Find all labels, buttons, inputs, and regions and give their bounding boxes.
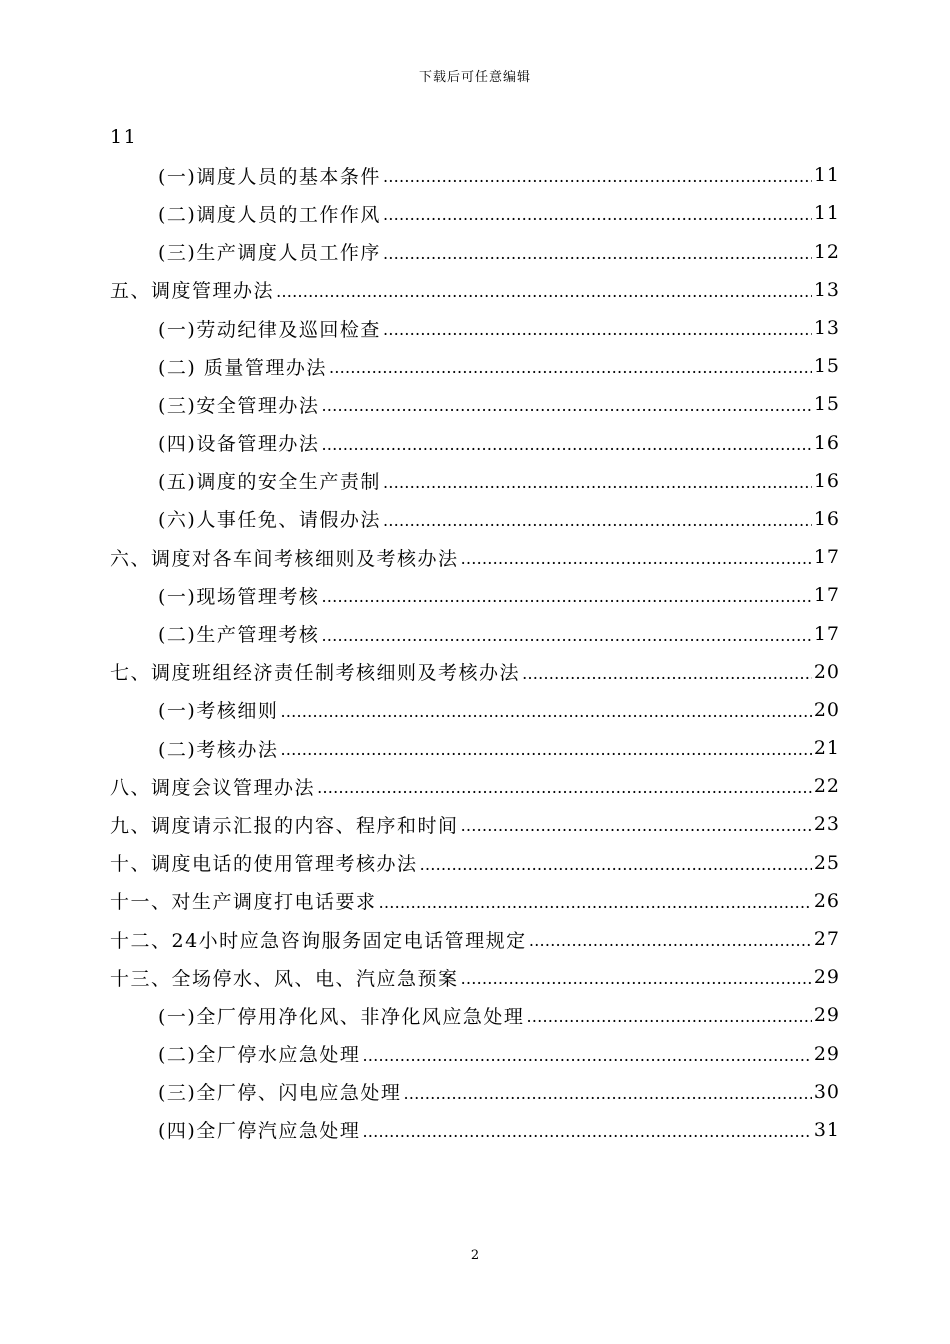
toc-entry[interactable]: [110, 805, 840, 843]
toc-entry-page: 26: [813, 889, 840, 912]
toc-entry[interactable]: [110, 462, 840, 500]
toc-entry-title: (一)劳动纪律及巡回检查: [158, 318, 381, 341]
toc-entry-title: (二) 质量管理办法: [158, 356, 327, 379]
toc-entry[interactable]: [110, 538, 840, 576]
toc-entry-page: 15: [813, 393, 840, 416]
toc-dot-leader: [526, 1005, 811, 1025]
toc-dot-leader: [321, 433, 811, 453]
toc-entry-title: 八、调度会议管理办法: [110, 776, 316, 799]
toc-entry-page: 27: [813, 928, 840, 951]
toc-entry-page: 11: [813, 202, 840, 225]
toc-dot-leader: [280, 700, 811, 720]
toc-entry-page: 16: [813, 431, 840, 454]
toc-entry[interactable]: [110, 729, 840, 767]
toc-dot-leader: [383, 471, 812, 491]
toc-dot-leader: [321, 394, 811, 414]
toc-entry-page: 30: [813, 1080, 840, 1103]
toc-dot-leader: [461, 967, 812, 987]
toc-entry-title: (一)现场管理考核: [158, 585, 320, 608]
toc-entry-title: 六、调度对各车间考核细则及考核办法: [110, 547, 459, 570]
toc-dot-leader: [383, 165, 812, 185]
toc-entry-page: 31: [813, 1118, 840, 1141]
toc-entry-title: (四)全厂停汽应急处理: [158, 1120, 361, 1143]
toc-dot-leader: [321, 624, 811, 644]
toc-entry-title: 九、调度请示汇报的内容、程序和时间: [110, 814, 459, 837]
toc-entry[interactable]: [110, 844, 840, 882]
toc-entry[interactable]: [110, 614, 840, 652]
toc-dot-leader: [383, 242, 812, 262]
toc-entry-page: 29: [813, 1042, 840, 1065]
toc-entry-page: 13: [813, 278, 840, 301]
toc-entry[interactable]: [110, 347, 840, 385]
toc-entry-page: 23: [813, 813, 840, 836]
toc-entry[interactable]: [110, 1035, 840, 1073]
toc-dot-leader: [383, 203, 812, 223]
toc-entry-title: (一)调度人员的基本条件: [158, 165, 381, 188]
toc-entry-title: 五、调度管理办法: [110, 280, 275, 303]
toc-entry-page: 29: [813, 1004, 840, 1027]
toc-entry[interactable]: [110, 1111, 840, 1149]
toc-entry[interactable]: [110, 233, 840, 271]
toc-entry[interactable]: [110, 500, 840, 538]
toc-entry-title: (二)全厂停水应急处理: [158, 1044, 361, 1067]
toc-entry[interactable]: [110, 767, 840, 805]
toc-entry-title: (三)全厂停、闪电应急处理: [158, 1082, 402, 1105]
toc-entry-page: 13: [813, 317, 840, 340]
toc-dot-leader: [317, 776, 812, 796]
toc-entry[interactable]: [110, 920, 840, 958]
toc-entry-page: 12: [813, 240, 840, 263]
toc-entry-page: 15: [813, 355, 840, 378]
toc-entry[interactable]: [110, 691, 840, 729]
toc-entry-title: (二)考核办法: [158, 738, 279, 761]
toc-entry-title: (一)全厂停用净化风、非净化风应急处理: [158, 1005, 525, 1028]
toc-entry-title: 十一、对生产调度打电话要求: [110, 891, 377, 914]
toc-entry-page: 29: [813, 966, 840, 989]
toc-entry-title: (三)安全管理办法: [158, 394, 320, 417]
toc-dot-leader: [461, 814, 812, 834]
toc-entry[interactable]: [110, 385, 840, 423]
toc-entry[interactable]: [110, 156, 840, 194]
toc-entry-page: 17: [813, 584, 840, 607]
toc-dot-leader: [461, 547, 812, 567]
toc-dot-leader: [383, 318, 812, 338]
toc-entry-title: 十三、全场停水、风、电、汽应急预案: [110, 967, 459, 990]
toc-entry-page: 20: [813, 698, 840, 721]
toc-entry[interactable]: [110, 653, 840, 691]
toc-entry-page: 17: [813, 546, 840, 569]
toc-dot-leader: [383, 509, 812, 529]
toc-entry[interactable]: [110, 996, 840, 1034]
toc-entry-title: (二)调度人员的工作作风: [158, 203, 381, 226]
toc-dot-leader: [276, 280, 812, 300]
toc-continuation-line: [110, 118, 840, 156]
toc-entry[interactable]: [110, 309, 840, 347]
toc-entries: [110, 156, 840, 1149]
toc-entry-title: 七、调度班组经济责任制考核细则及考核办法: [110, 662, 521, 685]
toc-dot-leader: [403, 1082, 811, 1102]
toc-entry[interactable]: [110, 194, 840, 232]
toc-entry-title: (一)考核细则: [158, 700, 279, 723]
toc-dot-leader: [362, 1044, 811, 1064]
toc-entry-page: 22: [813, 775, 840, 798]
toc-entry[interactable]: [110, 882, 840, 920]
toc-entry[interactable]: [110, 1073, 840, 1111]
toc-entry-page: 21: [813, 737, 840, 760]
toc-continuation-page: 11: [110, 126, 138, 149]
toc-entry-title: (二)生产管理考核: [158, 624, 320, 647]
toc-entry-page: 16: [813, 507, 840, 530]
toc-dot-leader: [379, 891, 812, 911]
toc-entry-page: 17: [813, 622, 840, 645]
toc-dot-leader: [362, 1120, 811, 1140]
toc-entry-title: (四)设备管理办法: [158, 433, 320, 456]
toc-entry[interactable]: [110, 271, 840, 309]
toc-entry-page: 20: [813, 660, 840, 683]
toc-entry-page: 11: [813, 164, 840, 187]
page-number: 2: [470, 1248, 480, 1263]
toc-entry-title: (五)调度的安全生产责制: [158, 471, 381, 494]
toc-entry-title: 十二、24小时应急咨询服务固定电话管理规定: [110, 929, 527, 952]
toc-dot-leader: [321, 585, 811, 605]
toc-dot-leader: [280, 738, 811, 758]
toc-dot-leader: [329, 356, 812, 376]
toc-dot-leader: [420, 853, 812, 873]
toc-entry[interactable]: [110, 576, 840, 614]
toc-dot-leader: [529, 929, 812, 949]
toc-entry[interactable]: [110, 958, 840, 996]
toc-entry-title: (三)生产调度人员工作序: [158, 242, 381, 265]
toc-entry-title: 十、调度电话的使用管理考核办法: [110, 853, 418, 876]
toc-entry-page: 16: [813, 469, 840, 492]
toc-dot-leader: [522, 662, 812, 682]
header-note: 下载后可任意编辑: [418, 70, 531, 85]
toc-entry-title: (六)人事任免、请假办法: [158, 509, 381, 532]
table-of-contents: [110, 118, 840, 1149]
toc-entry[interactable]: [110, 424, 840, 462]
toc-entry-page: 25: [813, 851, 840, 874]
